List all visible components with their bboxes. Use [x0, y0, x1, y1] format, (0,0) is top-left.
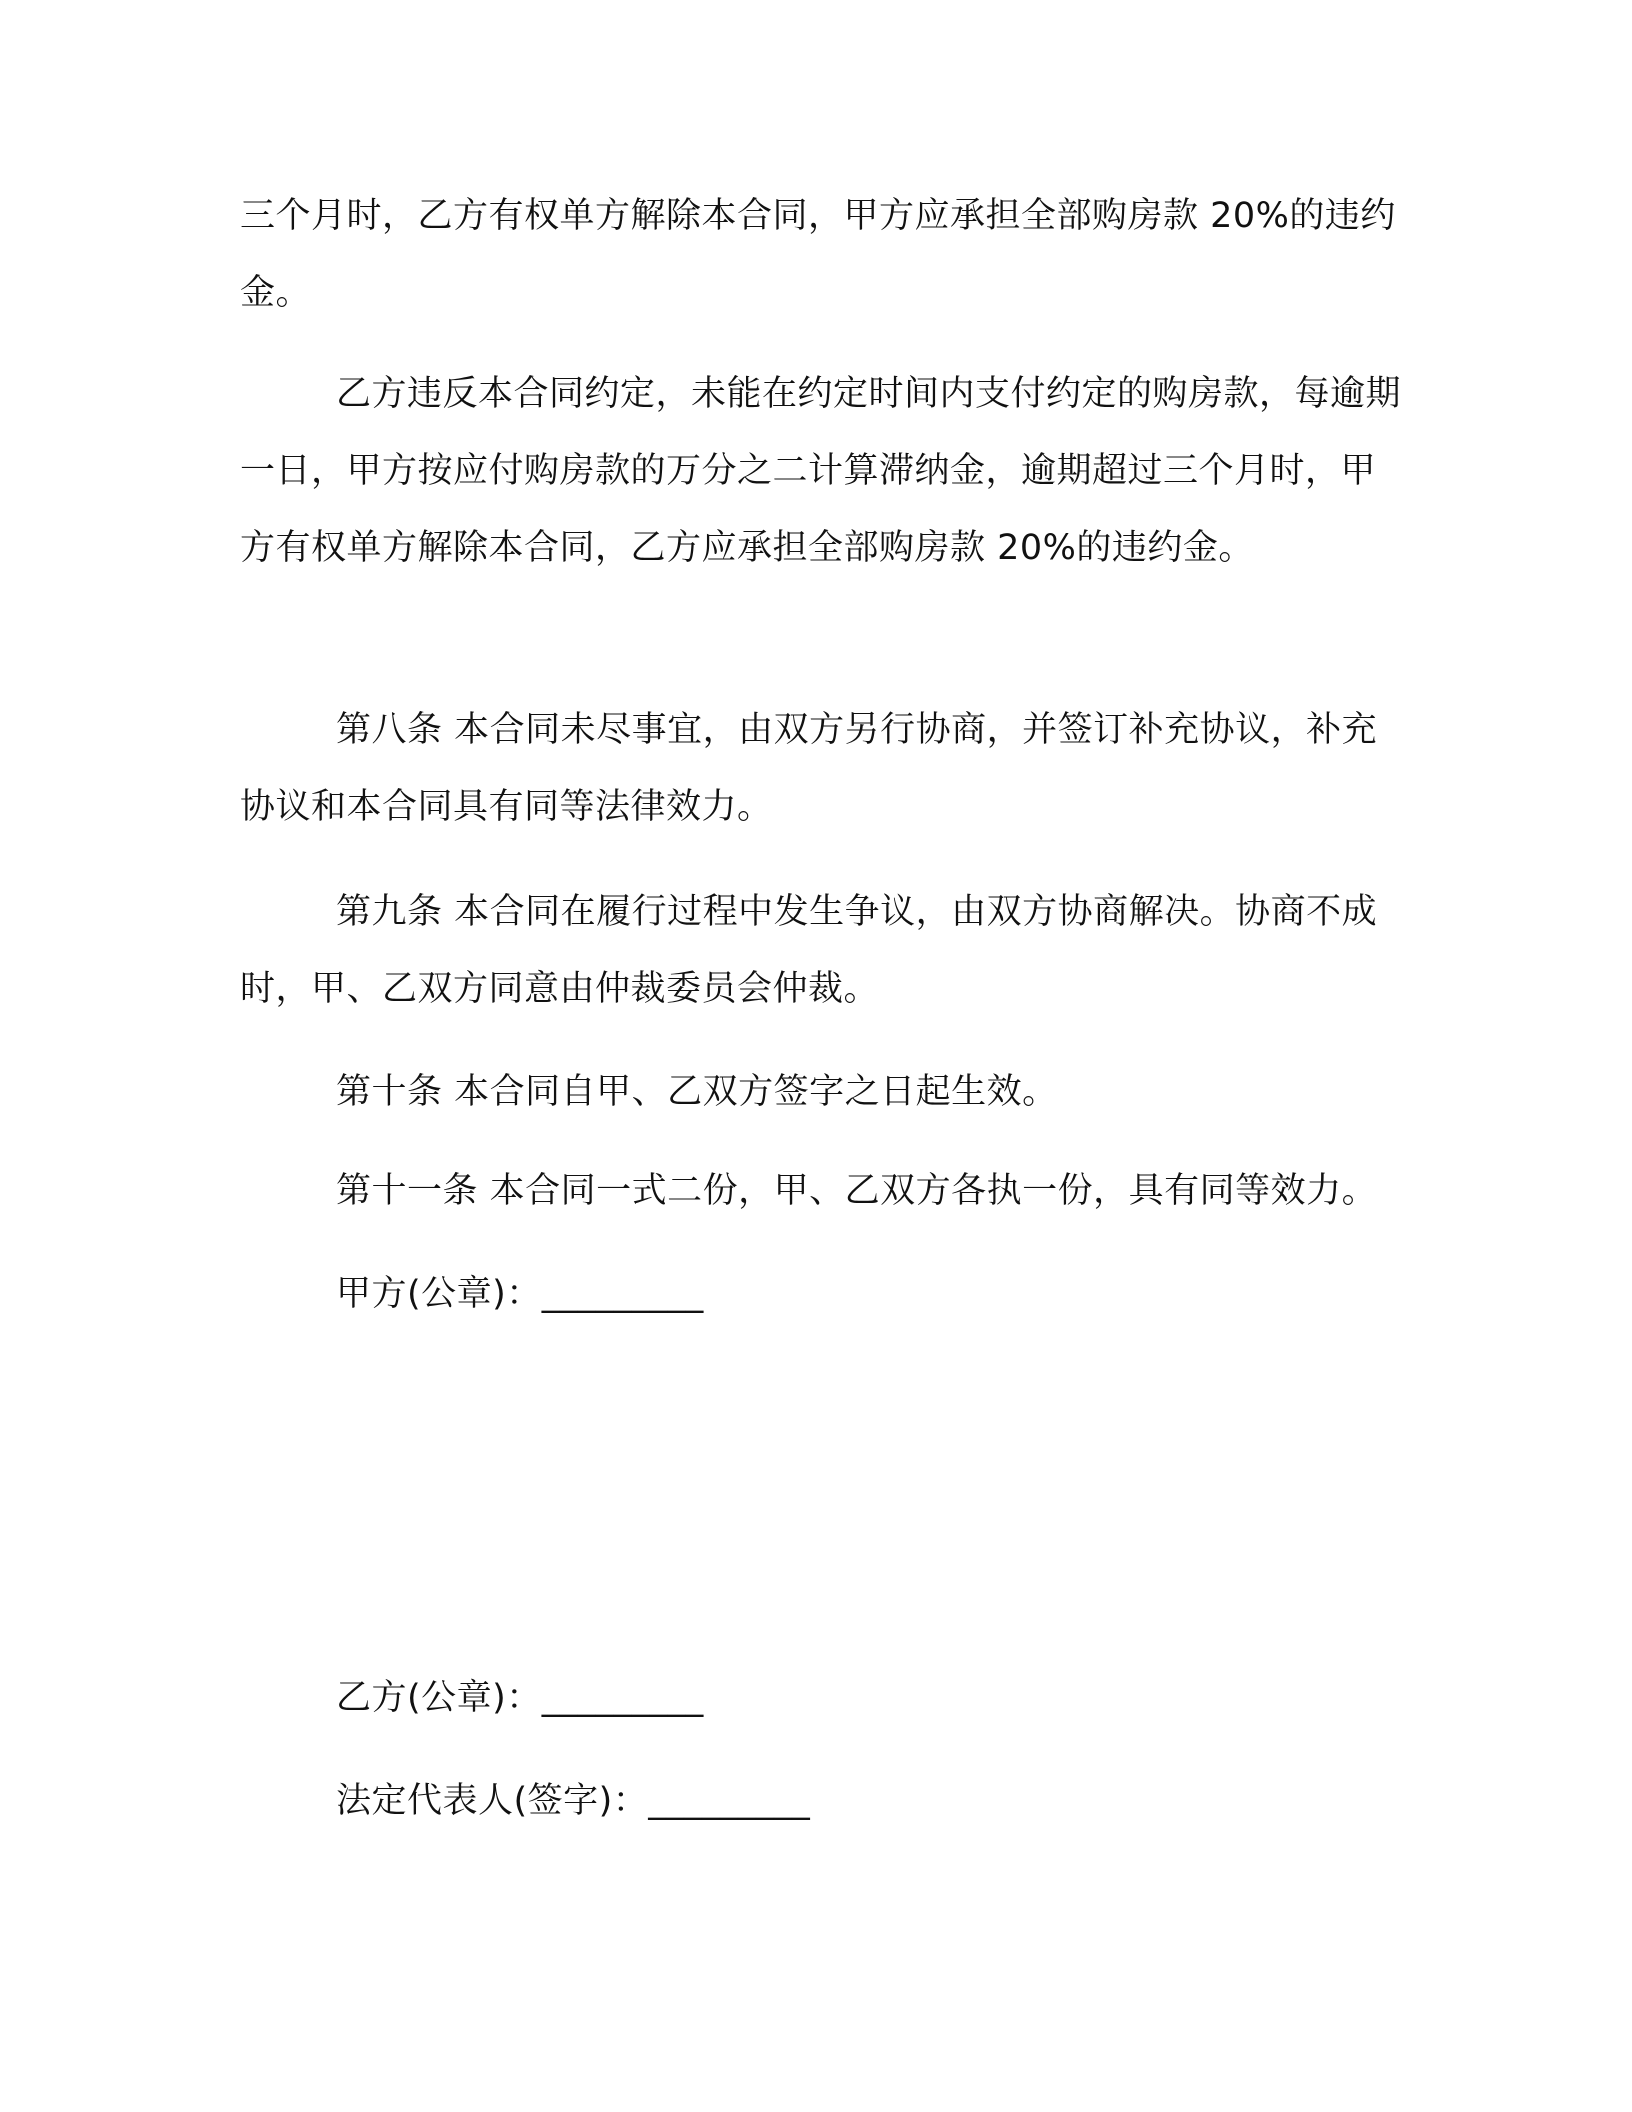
paragraph-penalty-party-a: 三个月时，乙方有权单方解除本合同，甲方应承担全部购房款 20%的违约金。 [240, 196, 1396, 313]
signature-legal-representative: 法定代表人(签字)：_________ [336, 1781, 811, 1821]
signature-party-a: 甲方(公章)：_________ [336, 1274, 704, 1314]
paragraph-article-10: 第十条 本合同自甲、乙双方签字之日起生效。 [336, 1072, 1058, 1112]
signature-party-b: 乙方(公章)：_________ [336, 1678, 704, 1718]
paragraph-article-11: 第十一条 本合同一式二份，甲、乙双方各执一份，具有同等效力。 [336, 1171, 1378, 1211]
paragraph-penalty-party-b: 乙方违反本合同约定，未能在约定时间内支付约定的购房款，每逾期一日，甲方按应付购房款的万分之二计算滞纳金，逾期超过三个月时，甲方有权单方解除本合同，乙方应承担全部购房款 20%的违约金。 [240, 374, 1402, 568]
paragraph-article-9: 第九条 本合同在履行过程中发生争议，由双方协商解决。协商不成时，甲、乙双方同意由仲裁委员会仲裁。 [240, 892, 1378, 1009]
paragraph-article-8: 第八条 本合同未尽事宜，由双方另行协商，并签订补充协议，补充协议和本合同具有同等法律效力。 [240, 710, 1378, 827]
